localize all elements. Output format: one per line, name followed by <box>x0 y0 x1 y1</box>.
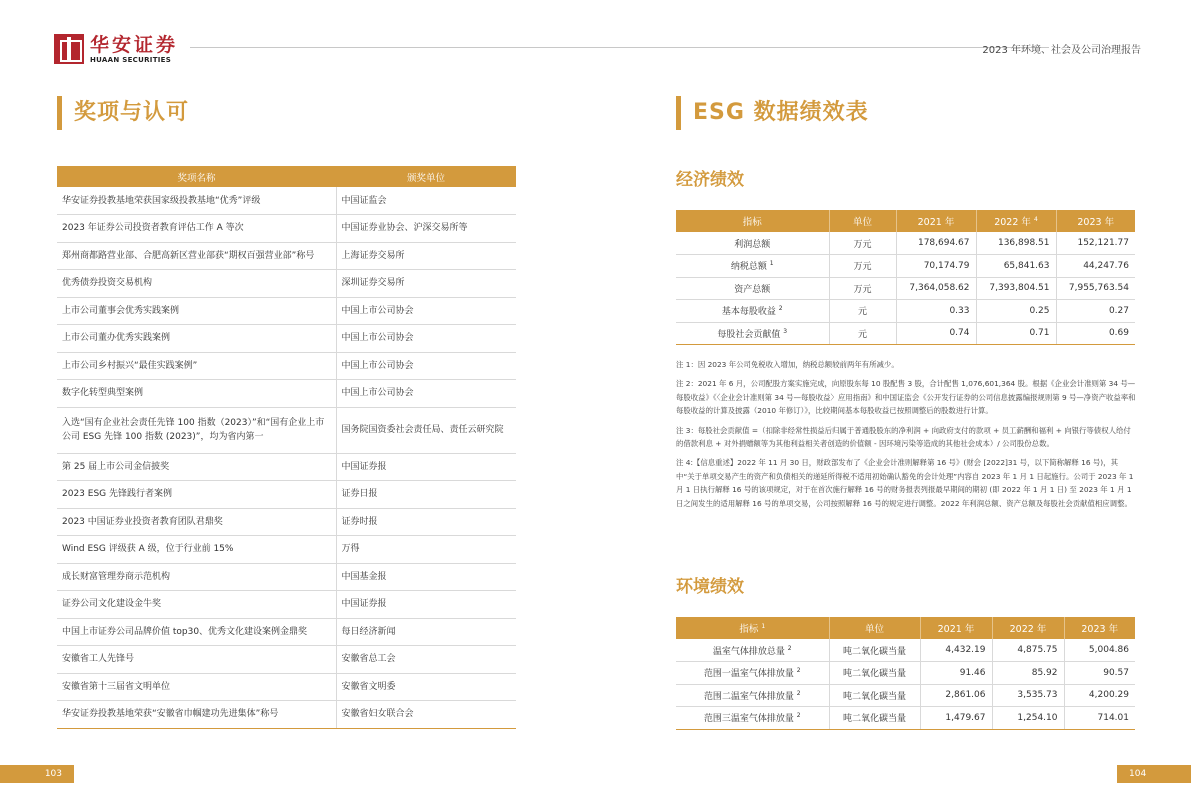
report-title: 2023 年环境、社会及公司治理报告 <box>982 45 1141 56</box>
env-value-2021: 1,479.67 <box>920 707 992 730</box>
award-issuer: 每日经济新闻 <box>336 618 516 646</box>
award-issuer: 安徽省总工会 <box>336 646 516 674</box>
env-row <box>676 707 1135 730</box>
footnote-marker: 2 <box>796 689 801 697</box>
economic-table-body <box>676 232 1135 345</box>
page-number-left: 103 <box>0 765 74 783</box>
award-name: 上市公司董事会优秀实践案例 <box>57 297 336 325</box>
env-header-label: 2022 年 <box>1009 624 1047 635</box>
econ-value-2022: 0.25 <box>976 300 1056 323</box>
esg-section-title: ESG 数据绩效表 <box>676 96 869 130</box>
indicator-label: 温室气体排放总量 <box>712 646 785 657</box>
award-name: 上市公司董办优秀实践案例 <box>57 325 336 353</box>
econ-indicator <box>676 255 829 278</box>
note-3: 注 3：每股社会贡献值 =（扣除非经常性损益后归属于普通股股东的净利润 + 向政府支付的款项 + 员工薪酬和福利 + 向银行等债权人给付的借款利息 + 对外捐赠额等为其他利益相关者创造的价值额 - 因环境污染等造成的其他社会成本）/ 公司股份总数。 <box>676 425 1131 449</box>
econ-value-2022: 136,898.51 <box>976 232 1056 255</box>
footnote-marker: 2 <box>796 712 801 720</box>
award-row <box>57 536 516 564</box>
econ-value-2023: 44,247.76 <box>1056 255 1135 278</box>
award-issuer: 中国证券报 <box>336 453 516 481</box>
note-4: 注 4:【信息重述】2022 年 11 月 30 日，财政部发布了《企业会计准则解释第 16 号》(财会 [2022]31 号，以下简称解释 16 号)，其中“关于单项交易产生的资产和负债相关的递延所得税不适用初始确认豁免的会计处理”内容自 2023 年 1 月 1 日起施行。公司于 2023 年 1 月 1 日执行解释 16 号的该项规定，对于在首次施行解释 16 号的财务报表列报最早期间的期初 (即 2022 年 1 月 1 日) 至 2023 年 1 月 1 日之间发生的适用解释 16 号的单项交易，公司按照解释 16 号的规定进行调整。2022 年利润总额、资产总额及每股社会贡献值相应调整。 <box>676 458 1134 508</box>
award-row <box>57 297 516 325</box>
award-issuer: 万得 <box>336 536 516 564</box>
award-name: 2023 ESG 先锋践行者案例 <box>57 481 336 509</box>
env-value-2022: 3,535.73 <box>992 684 1064 707</box>
econ-header-label: 单位 <box>852 217 872 228</box>
award-issuer: 中国上市公司协会 <box>336 297 516 325</box>
econ-value-2021: 0.33 <box>896 300 976 323</box>
econ-col-2021 <box>896 210 976 232</box>
econ-indicator <box>676 322 829 345</box>
econ-unit: 元 <box>829 300 896 323</box>
econ-indicator <box>676 277 829 300</box>
env-indicator <box>676 662 829 685</box>
econ-value-2021: 70,174.79 <box>896 255 976 278</box>
awards-table-header <box>57 166 516 187</box>
indicator-label: 基本每股收益 <box>721 307 776 318</box>
award-issuer: 中国上市公司协会 <box>336 380 516 408</box>
env-value-2023: 4,200.29 <box>1064 684 1135 707</box>
env-header-label: 单位 <box>864 624 884 635</box>
award-name-header: 奖项名称 <box>57 166 336 187</box>
econ-unit: 万元 <box>829 232 896 255</box>
env-value-2022: 85.92 <box>992 662 1064 685</box>
econ-value-2023: 0.27 <box>1056 300 1135 323</box>
award-name: 2023 年证券公司投资者教育评估工作 A 等次 <box>57 215 336 243</box>
award-issuer: 中国证券业协会、沪深交易所等 <box>336 215 516 243</box>
award-row <box>57 325 516 353</box>
econ-value-2022: 7,393,804.51 <box>976 277 1056 300</box>
award-name: 安徽省工人先锋号 <box>57 646 336 674</box>
awards-section-title: 奖项与认可 <box>57 96 189 130</box>
env-indicator <box>676 707 829 730</box>
env-unit: 吨二氧化碳当量 <box>829 639 920 662</box>
award-name: 华安证券投教基地荣获国家级投教基地“优秀”评级 <box>57 187 336 215</box>
env-value-2023: 5,004.86 <box>1064 639 1135 662</box>
econ-indicator <box>676 300 829 323</box>
econ-value-2021: 178,694.67 <box>896 232 976 255</box>
econ-row <box>676 232 1135 255</box>
award-name: 上市公司乡村振兴“最佳实践案例” <box>57 352 336 380</box>
env-unit: 吨二氧化碳当量 <box>829 684 920 707</box>
award-issuer: 证券日报 <box>336 481 516 509</box>
footnote-marker: 1 <box>761 622 766 630</box>
award-row <box>57 591 516 619</box>
award-name: 郑州商都路营业部、合肥高新区营业部获“期权百强营业部”称号 <box>57 242 336 270</box>
econ-row <box>676 255 1135 278</box>
award-issuer: 证券时报 <box>336 508 516 536</box>
award-row <box>57 673 516 701</box>
econ-value-2023: 152,121.77 <box>1056 232 1135 255</box>
award-issuer-header: 颁奖单位 <box>336 166 516 187</box>
award-issuer: 上海证券交易所 <box>336 242 516 270</box>
award-row <box>57 215 516 243</box>
env-value-2022: 4,875.75 <box>992 639 1064 662</box>
huaan-logo-icon <box>54 34 84 64</box>
env-header-label: 指标 <box>739 624 759 635</box>
env-value-2021: 4,432.19 <box>920 639 992 662</box>
econ-value-2022: 65,841.63 <box>976 255 1056 278</box>
env-row <box>676 662 1135 685</box>
award-row <box>57 453 516 481</box>
env-row <box>676 639 1135 662</box>
award-row <box>57 242 516 270</box>
award-row <box>57 508 516 536</box>
econ-header-label: 2021 年 <box>917 217 955 228</box>
indicator-label: 范围三温室气体排放量 <box>703 714 794 725</box>
award-name: 第 25 届上市公司金信披奖 <box>57 453 336 481</box>
award-row <box>57 701 516 729</box>
env-col-2022 <box>992 617 1064 639</box>
econ-value-2021: 7,364,058.62 <box>896 277 976 300</box>
economic-notes <box>676 358 1136 516</box>
economic-performance-title: 经济绩效 <box>676 170 744 190</box>
awards-table-body <box>57 187 516 728</box>
award-row <box>57 646 516 674</box>
award-name: 证券公司文化建设金牛奖 <box>57 591 336 619</box>
econ-col-2023 <box>1056 210 1135 232</box>
award-row <box>57 407 516 453</box>
env-header-label: 2021 年 <box>937 624 975 635</box>
env-col-unit <box>829 617 920 639</box>
award-name: 安徽省第十三届省文明单位 <box>57 673 336 701</box>
env-indicator <box>676 639 829 662</box>
award-name: 数字化转型典型案例 <box>57 380 336 408</box>
award-row <box>57 481 516 509</box>
footnote-marker: 2 <box>778 305 783 313</box>
env-value-2021: 2,861.06 <box>920 684 992 707</box>
environmental-performance-title: 环境绩效 <box>676 577 744 597</box>
econ-header-label: 指标 <box>742 217 762 228</box>
award-row <box>57 380 516 408</box>
awards-table <box>57 166 516 729</box>
econ-indicator <box>676 232 829 255</box>
award-issuer: 安徽省文明委 <box>336 673 516 701</box>
env-value-2022: 1,254.10 <box>992 707 1064 730</box>
award-issuer: 中国上市公司协会 <box>336 325 516 353</box>
award-name: 2023 中国证券业投资者教育团队君鼎奖 <box>57 508 336 536</box>
company-logo <box>54 34 178 64</box>
econ-row <box>676 322 1135 345</box>
econ-value-2022: 0.71 <box>976 322 1056 345</box>
award-name: 入选“国有企业社会责任先锋 100 指数（2023）”和“国有企业上市公司 ESG 先锋 100 指数 (2023)”，均为省内第一 <box>57 407 336 453</box>
env-header-label: 2023 年 <box>1081 624 1119 635</box>
page-number-right: 104 <box>1117 765 1191 783</box>
indicator-label: 范围二温室气体排放量 <box>703 691 794 702</box>
award-issuer: 中国证监会 <box>336 187 516 215</box>
economic-table <box>676 210 1135 345</box>
award-issuer: 中国基金报 <box>336 563 516 591</box>
award-name: 成长财富管理券商示范机构 <box>57 563 336 591</box>
env-value-2023: 714.01 <box>1064 707 1135 730</box>
award-name: 优秀债券投资交易机构 <box>57 270 336 298</box>
env-col-indicator <box>676 617 829 639</box>
indicator-label: 利润总额 <box>734 239 771 250</box>
award-row <box>57 618 516 646</box>
environment-table <box>676 617 1135 730</box>
award-row <box>57 563 516 591</box>
env-col-2023 <box>1064 617 1135 639</box>
award-row <box>57 187 516 215</box>
indicator-label: 纳税总额 <box>730 262 767 273</box>
award-issuer: 中国上市公司协会 <box>336 352 516 380</box>
award-row <box>57 270 516 298</box>
econ-unit: 万元 <box>829 277 896 300</box>
econ-value-2023: 0.69 <box>1056 322 1135 345</box>
econ-col-indicator <box>676 210 829 232</box>
env-row <box>676 684 1135 707</box>
footnote-marker: 4 <box>1033 215 1038 223</box>
env-value-2021: 91.46 <box>920 662 992 685</box>
econ-row <box>676 300 1135 323</box>
footnote-marker: 2 <box>787 644 792 652</box>
award-issuer: 国务院国资委社会责任局、责任云研究院 <box>336 407 516 453</box>
logo-chinese-name: 华安证券 <box>90 34 179 56</box>
indicator-label: 资产总额 <box>734 284 771 295</box>
env-col-2021 <box>920 617 992 639</box>
econ-header-label: 2023 年 <box>1077 217 1115 228</box>
award-name: 华安证券投教基地荣获“安徽省巾帼建功先进集体”称号 <box>57 701 336 729</box>
env-value-2023: 90.57 <box>1064 662 1135 685</box>
award-name: 中国上市证券公司品牌价值 top30、优秀文化建设案例金鼎奖 <box>57 618 336 646</box>
econ-row <box>676 277 1135 300</box>
env-indicator <box>676 684 829 707</box>
econ-unit: 万元 <box>829 255 896 278</box>
econ-unit: 元 <box>829 322 896 345</box>
footnote-marker: 3 <box>783 327 788 335</box>
econ-value-2021: 0.74 <box>896 322 976 345</box>
indicator-label: 范围一温室气体排放量 <box>703 669 794 680</box>
award-issuer: 深圳证券交易所 <box>336 270 516 298</box>
award-issuer: 安徽省妇女联合会 <box>336 701 516 729</box>
econ-col-2022 <box>976 210 1056 232</box>
econ-col-unit <box>829 210 896 232</box>
indicator-label: 每股社会贡献值 <box>717 329 781 340</box>
footnote-marker: 1 <box>769 260 774 268</box>
footnote-marker: 2 <box>796 667 801 675</box>
award-name: Wind ESG 评级获 A 级，位于行业前 15% <box>57 536 336 564</box>
econ-value-2023: 7,955,763.54 <box>1056 277 1135 300</box>
header-divider <box>190 47 1049 48</box>
econ-header-label: 2022 年 <box>994 217 1031 228</box>
note-1: 注 1：因 2023 年公司免税收入增加，纳税总额较前两年有所减少。 <box>676 360 899 369</box>
award-issuer: 中国证券报 <box>336 591 516 619</box>
env-unit: 吨二氧化碳当量 <box>829 662 920 685</box>
logo-english-name: HUAAN SECURITIES <box>90 56 172 64</box>
economic-table-header <box>676 210 1135 232</box>
award-row <box>57 352 516 380</box>
note-2: 注 2：2021 年 6 月，公司配股方案实施完成，向原股东每 10 股配售 3 股，合计配售 1,076,601,364 股。根据《企业会计准则第 34 号—每股收益》《〈企业会计准则第 34 号—每股收益〉应用指南》和中国证监会《公开发行证券的公司信息披露编报规则第 9 号—净资产收益率和每股收益的计算及披露（2010 年修订）》，比较期间基本每股收益已按照调整后的股数进行计算。 <box>676 379 1136 416</box>
env-unit: 吨二氧化碳当量 <box>829 707 920 730</box>
environment-table-header <box>676 617 1135 639</box>
environment-table-body <box>676 639 1135 729</box>
